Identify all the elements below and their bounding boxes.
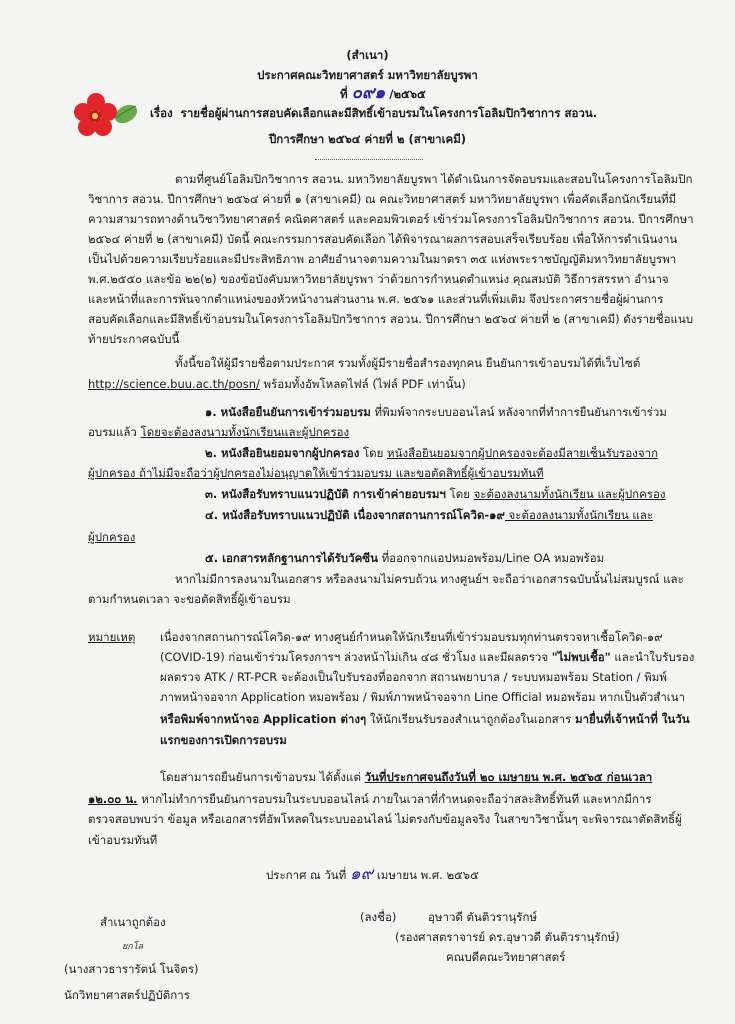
item-2-title: ๒. หนังสือยินยอมจากผู้ปกครอง: [205, 446, 360, 460]
item-3: [205, 487, 665, 501]
website-link[interactable]: http://science.buu.ac.th/posn/: [88, 377, 260, 391]
deadline-line3: ตรวจสอบพบว่า ข้อมูล หรือเอกสารที่อัพโหลดในระบบออนไลน์ ไม่ตรงกับข้อมูลจริง ในสาขาวิชานั้นๆ จะพิจารณาตัดสิทธิ์ผู้: [88, 812, 682, 826]
item-2-underlined3: และขอตัดสิทธิ์ผู้เข้าอบรมทันที: [395, 466, 544, 480]
item-5-text: ที่ออกจากแอปหมอพร้อม/Line OA หมอพร้อม: [377, 551, 605, 565]
announcement-title: ประกาศคณะวิทยาศาสตร์ มหาวิทยาลัยบูรพา: [257, 68, 478, 82]
para1-line: และหน้าที่และการพ้นจากตำแหน่งของหัวหน้างานส่วนงาน พ.ศ. ๒๕๖๑ และส่วนที่เพิ่มเติม จึงประกาศรายชื่อผู้ผ่านการ: [88, 292, 664, 306]
sign-label: (ลงชื่อ): [360, 910, 397, 924]
note-bold: หรือพิมพ์จากหน้าจอ Application ต่างๆ: [160, 712, 367, 726]
item-1-title: ๑. หนังสือยืนยันการเข้าร่วมอบรม: [205, 405, 371, 419]
item-1-text: ที่พิมพ์จากระบบออนไลน์ หลังจากที่ทำการยืนยันการเข้าร่วม: [370, 405, 667, 419]
item-2: [205, 446, 658, 460]
note-line: ภาพหน้าจอจาก Application หมอพร้อม / พิมพ์ภาพหน้าจอจาก Line Official หมอพร้อม หากเป็นตัวสำเนา: [160, 690, 686, 704]
note-line: [160, 650, 694, 664]
note-line: ผลตรวจ ATK / RT-PCR จะต้องเป็นใบรับรองที่ออกจาก สถานพยาบาล / ระบบหมอพร้อม Station / พิมพ์: [160, 670, 667, 684]
item-3-underlined: จะต้องลงนามทั้งนักเรียน และผู้ปกครอง: [473, 487, 666, 501]
item-5: [205, 551, 604, 565]
number-handwritten: ๐๙๑: [351, 83, 386, 103]
certifier-scribble: ยกโล: [122, 942, 144, 952]
note-line: แรกของการเปิดการอบรม: [160, 733, 287, 747]
deadline-time: ๑๒.๐๐ น.: [88, 792, 138, 806]
item-1-underlined: โดยจะต้องลงนามทั้งนักเรียนและผู้ปกครอง: [140, 425, 350, 439]
item-5-title: ๕. เอกสารหลักฐานการได้รับวัคซีน: [205, 551, 378, 565]
date-prefix: ประกาศ ณ วันที่: [266, 868, 347, 882]
signatory-full-name: (รองศาสตราจารย์ ดร.อุษาวดี ตันติวรานุรักษ์): [395, 930, 620, 944]
para3-line1: หากไม่มีการลงนามในเอกสาร หรือลงนามไม่ครบถ้วน ทางศูนย์ฯ จะถือว่าเอกสารฉบับนั้นไม่สมบูรณ์ และ: [175, 572, 684, 586]
para1-line: ๒๕๖๔ ค่ายที่ ๒ (สาขาเคมี) บัดนี้ คณะกรรมการสอบคัดเลือก ได้พิจารณาผลการสอบเสร็จเรียบร้อย เพื่อให้การดำเนินงาน: [88, 232, 678, 246]
para1-line: ความสามารถทางด้านวิชาวิทยาศาสตร์ คณิตศาสตร์ และคอมพิวเตอร์ เข้าร่วมโครงการโอลิมปิกวิชาการ สอวน. ปีการศึกษา: [88, 212, 694, 226]
item-2-line2: [88, 466, 544, 480]
item-4: [205, 508, 653, 522]
item-3-text: โดย: [445, 487, 474, 501]
para1-line: ท้ายประกาศฉบับนี้: [88, 332, 180, 346]
deadline-text: โดยสามารถยืนยันการเข้าอบรม ได้ตั้งแต่: [160, 770, 365, 784]
para1-line: สอบคัดเลือกและมีสิทธิ์เข้าอบรมในโครงการโอลิมปิกวิชาการ สอวน. ปีการศึกษา ๒๕๖๔ ค่ายที่ ๒ (สาขาเคมี) ดังรายชื่อแนบ: [88, 312, 694, 326]
para2-line1: ทั้งนี้ขอให้ผู้มีรายชื่อตามประกาศ รวมทั้งผู้มีรายชื่อสำรองทุกคน ยืนยันการเข้าอบรมได้ที่เว็บไซต์: [175, 356, 641, 370]
para3-line2: ตามกำหนดเวลา จะขอตัดสิทธิ์ผู้เข้าอบรม: [88, 592, 291, 606]
para1-line: ตามที่ศูนย์โอลิมปิกวิชาการ สอวน. มหาวิทยาลัยบูรพา ได้ดำเนินการจัดอบรมและสอบในโครงการโอลิมปิก: [175, 172, 693, 186]
certified-copy: สำเนาถูกต้อง: [100, 915, 166, 929]
number-suffix: /๒๕๖๕: [389, 87, 426, 101]
item-4-underlined: จะต้องลงนามทั้งนักเรียน และ: [504, 508, 654, 522]
item-2-underlined: หนังสือยินยอมจากผู้ปกครองจะต้องมีลายเซ็นรับรองจาก: [387, 446, 659, 460]
item-4-underlined2: ผู้ปกครอง: [88, 530, 136, 544]
para1-line: พ.ศ.๒๕๕๐ และข้อ ๒๒(๒) ของข้อบังคับมหาวิทยาลัยบูรพา ว่าด้วยการกำหนดตำแหน่ง คุณสมบัติ วิธีการสรรหา อำนาจ: [88, 272, 669, 286]
date-suffix: เมษายน พ.ศ. ๒๕๖๕: [376, 868, 479, 882]
subject-text-1: รายชื่อผู้ผ่านการสอบคัดเลือกและมีสิทธิ์เข้าอบรมในโครงการโอลิมปิกวิชาการ สอวน.: [180, 106, 598, 120]
number-prefix: ที่: [340, 87, 348, 101]
note-not-found: "ไม่พบเชื้อ": [551, 650, 611, 664]
subject-line-2: ปีการศึกษา ๒๕๖๔ ค่ายที่ ๒ (สาขาเคมี): [268, 132, 467, 146]
subject-label: เรื่อง: [150, 106, 173, 120]
para1-line: วิชาการ สอวน. ปีการศึกษา ๒๕๖๔ ค่ายที่ ๑ (สาขาเคมี) ณ คณะวิทยาศาสตร์ มหาวิทยาลัยบูรพา เพื่อคัดเลือกนักเรียนที่มี: [88, 192, 677, 206]
para1-line: เป็นไปด้วยความเรียบร้อยและมีประสิทธิภาพ อาศัยอำนาจตามความในมาตรา ๓๕ แห่งพระราชบัญญัติมหาวิทยาลัยบูรพา: [88, 252, 677, 266]
item-2-underlined2: ผู้ปกครอง ถ้าไม่มีจะถือว่าผู้ปกครองไม่อนุญาตให้เข้าร่วมอบรม: [88, 466, 396, 480]
item-1-text2: อบรมแล้ว: [88, 425, 141, 439]
deadline-line1: [160, 770, 652, 784]
certifier-position: นักวิทยาศาสตร์ปฏิบัติการ: [64, 988, 190, 1002]
upload-note: พร้อมทั้งอัพโหลดไฟล์ (ไฟล์ PDF เท่านั้น): [259, 377, 466, 391]
note-text: ให้นักเรียนรับรองสำเนาถูกต้องในเอกสาร: [366, 712, 575, 726]
note-line: [160, 712, 690, 726]
deadline-line2: [88, 792, 652, 806]
deadline-text: หากไม่ทำการยืนยันการอบรมในระบบออนไลน์ ภายในเวลาที่กำหนดจะถือว่าสละสิทธิ์ทันที และหากมีการ: [137, 792, 652, 806]
item-4-line2: [88, 530, 135, 544]
document-number: [340, 83, 426, 103]
announcement-date: [266, 864, 479, 884]
date-day-handwritten: ๑๙: [349, 864, 374, 884]
item-1: [205, 405, 667, 419]
note-label: หมายเหตุ: [88, 630, 136, 644]
signatory-position: คณบดีคณะวิทยาศาสตร์: [446, 950, 566, 964]
item-2-text: โดย: [359, 446, 388, 460]
para2-line2: [88, 377, 466, 391]
note-text: และนำใบรับรอง: [610, 650, 695, 664]
item-1-line2: [88, 425, 349, 439]
deadline-line4: เข้าอบรมทันที: [88, 833, 158, 847]
note-text: (COVID-19) ก่อนเข้าร่วมโครงการฯ ล่วงหน้าไม่เกิน ๔๘ ชั่วโมง และมีผลตรวจ: [160, 650, 552, 664]
item-4-title: ๔. หนังสือรับทราบแนวปฏิบัติ เนื่องจากสถานการณ์โควิด-๑๙: [205, 508, 505, 522]
note-line: เนื่องจากสถานการณ์โควิด-๑๙ ทางศูนย์กำหนดให้นักเรียนที่เข้าร่วมอบรมทุกท่านตรวจหาเชื้อโควิด-๑๙: [160, 630, 663, 644]
deadline-date: วันที่ประกาศจนถึงวันที่ ๒๐ เมษายน พ.ศ. ๒๕๖๕ ก่อนเวลา: [364, 770, 653, 784]
item-3-title: ๓. หนังสือรับทราบแนวปฏิบัติ การเข้าค่ายอบรมฯ: [205, 487, 446, 501]
certifier-name: (นางสาวธารารัตน์ โนจิตร): [64, 962, 199, 976]
copy-mark: (สำเนา): [346, 48, 389, 62]
subject-line-1: [150, 106, 597, 120]
header-divider: [315, 159, 423, 160]
note-bold: มายื่นที่เจ้าหน้าที่ ในวัน: [574, 712, 690, 726]
signatory-name: อุษาวดี ตันติวรานุรักษ์: [428, 910, 537, 924]
